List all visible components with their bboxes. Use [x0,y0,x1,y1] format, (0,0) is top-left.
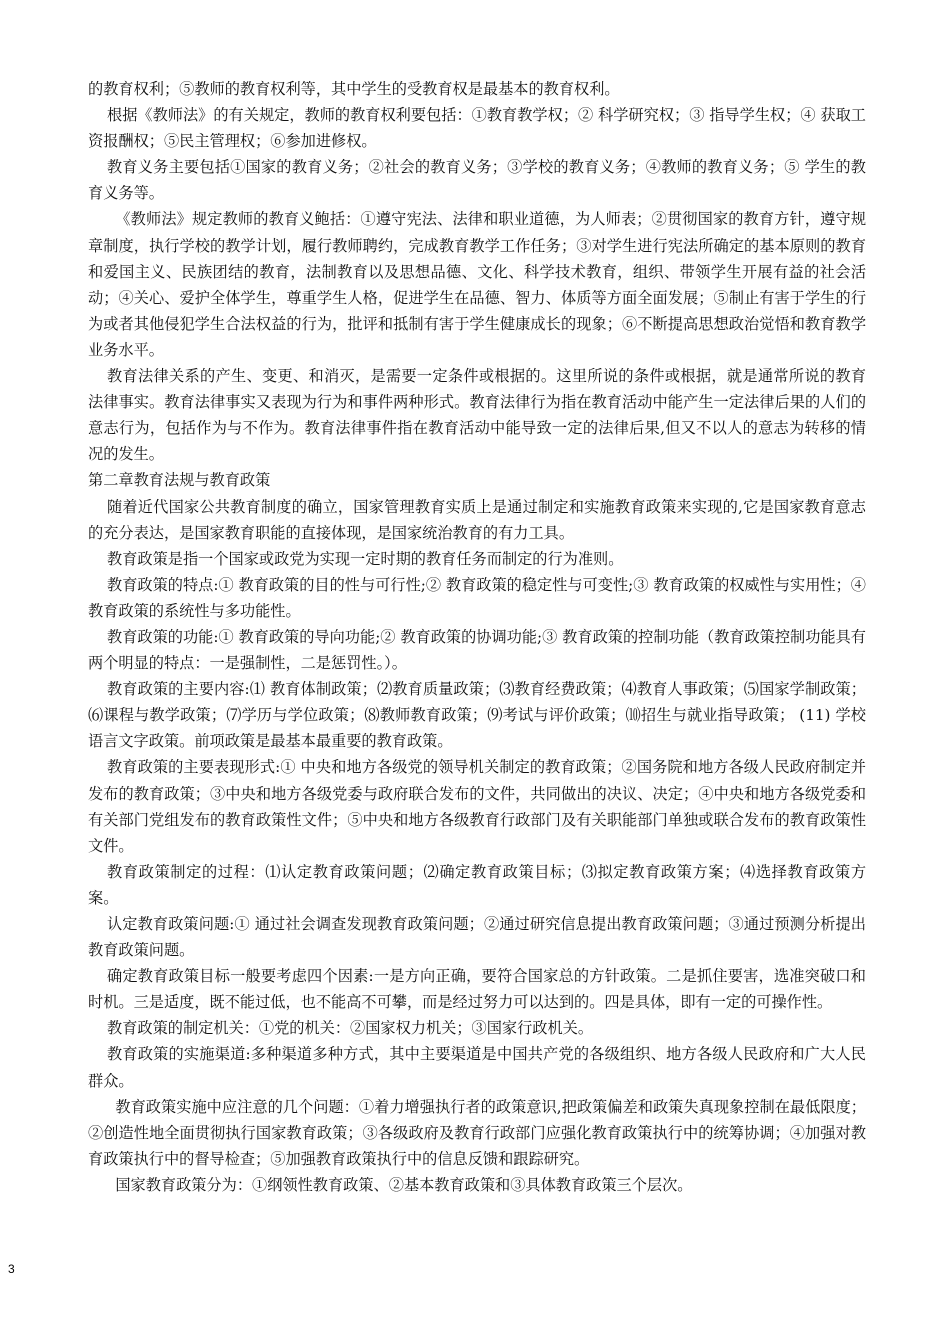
paragraph: 教育政策的主要表现形式:① 中央和地方各级党的领导机关制定的教育政策；②国务院和地方各级人民政府制定并发布的教育政策；③中央和地方各级党委与政府联合发布的文件，共同做出的决议、决定；④中央和地方各级党委和有关部门党组发布的教育政策性文件；⑤中央和地方各级教育行政部门及有关职能部门单独或联合发布的教育政策性文件。 [88,758,866,855]
paragraph: 认定教育政策问题:① 通过社会调查发现教育政策问题；②通过研究信息提出教育政策问题；③通过预测分析提出教育政策问题。 [88,915,866,960]
paragraph: 随着近代国家公共教育制度的确立，国家管理教育实质上是通过制定和实施教育政策来实现的,它是国家教育意志的充分表达，是国家教育职能的直接体现，是国家统治教育的有力工具。 [88,497,866,542]
page-number: 3 [8,1262,15,1276]
paragraph: 教育政策的特点:① 教育政策的目的性与可行性;② 教育政策的稳定性与可变性;③ 教育政策的权威性与实用性；④教育政策的系统性与多功能性。 [88,575,866,620]
paragraph: 国家教育政策分为：①纲领性教育政策、②基本教育政策和③具体教育政策三个层次。 [115,1175,693,1194]
paragraph: 《教师法》规定教师的教育义鲍括：①遵守宪法、法律和职业道德，为人师表；②贯彻国家的教育方针，遵守规章制度，执行学校的教学计划，履行教师聘约，完成教育教学工作任务；③对学生进行宪法所确定的基本原则的教育和爱国主义、民族团结的教育，法制教育以及思想品德、文化、科学技术教育，组织、带领学生开展有益的社会活动；④关心、爱护全体学生，尊重学生人格，促进学生在品德、智力、体质等方面全面发展；⑤制止有害于学生的行为或者其他侵犯学生合法权益的行为，批评和抵制有害于学生健康成长的现象；⑥不断提高思想政治觉悟和教育教学业务水平。 [88,210,866,359]
paragraph: 教育政策实施中应注意的几个问题：①着力增强执行者的政策意识,把政策偏差和政策失真现象控制在最低限度；②创造性地全面贯彻执行国家教育政策；③各级政府及教育行政部门应强化教育政策执行中的统筹协调；④加强对教育政策执行中的督导检查；⑤加强教育政策执行中的信息反馈和跟踪研究。 [88,1097,866,1168]
paragraph: 教育政策的主要内容:⑴ 教育体制政策；⑵教育质量政策；⑶教育经费政策；⑷教育人事政策；⑸国家学制政策；⑹课程与教学政策；⑺学历与学位政策；⑻教师教育政策；⑼考试与评价政策；⑽招生与就业指导政策； (11) 学校语言文字政策。前项政策是最基本最重要的教育政策。 [88,680,866,751]
paragraph: 教育政策的制定机关：①党的机关：②国家权力机关；③国家行政机关。 [107,1019,593,1038]
paragraph: 教育法律关系的产生、变更、和消灭，是需要一定条件或根据的。这里所说的条件或根据，就是通常所说的教育法律事实。教育法律事实又表现为行为和事件两种形式。教育法律行为指在教育活动中能产生一定法律后果的人们的意志行为，包括作为与不作为。教育法律事件指在教育活动中能导致一定的法律后果,但又不以人的意志为转移的情况的发生。 [88,367,866,464]
paragraph: 确定教育政策目标一般要考虑四个因素:一是方向正确，要符合国家总的方针政策。二是抓住要害，选准突破口和时机。三是适度，既不能过低，也不能高不可攀，而是经过努力可以达到的。四是具体，即有一定的可操作性。 [88,967,866,1012]
chapter-heading: 第二章教育法规与教育政策 [88,471,271,490]
paragraph: 教育义务主要包括①国家的教育义务；②社会的教育义务；③学校的教育义务；④教师的教育义务；⑤ 学生的教育义务等。 [88,158,866,203]
paragraph: 教育政策制定的过程：⑴认定教育政策问题；⑵确定教育政策目标；⑶拟定教育政策方案；⑷选择教育政策方案。 [88,862,866,907]
paragraph: 教育政策是指一个国家或政党为实现一定时期的教育任务而制定的行为准则。 [107,549,624,568]
paragraph: 的教育权利；⑤教师的教育权利等，其中学生的受教育权是最基本的教育权利。 [88,80,620,98]
paragraph: 根据《教师法》的有关规定，教师的教育权利要包括：①教育教学权；② 科学研究权；③ 指导学生权；④ 获取工资报酬权；⑤民主管理权；⑥参加进修权。 [88,106,866,151]
paragraph: 教育政策的功能:① 教育政策的导向功能;② 教育政策的协调功能;③ 教育政策的控制功能（教育政策控制功能具有两个明显的特点：一是强制性，二是惩罚性。）。 [88,627,866,673]
paragraph: 教育政策的实施渠道:多种渠道多种方式，其中主要渠道是中国共产党的各级组织、地方各级人民政府和广大人民群众。 [88,1045,866,1090]
document-page [88,76,866,1198]
